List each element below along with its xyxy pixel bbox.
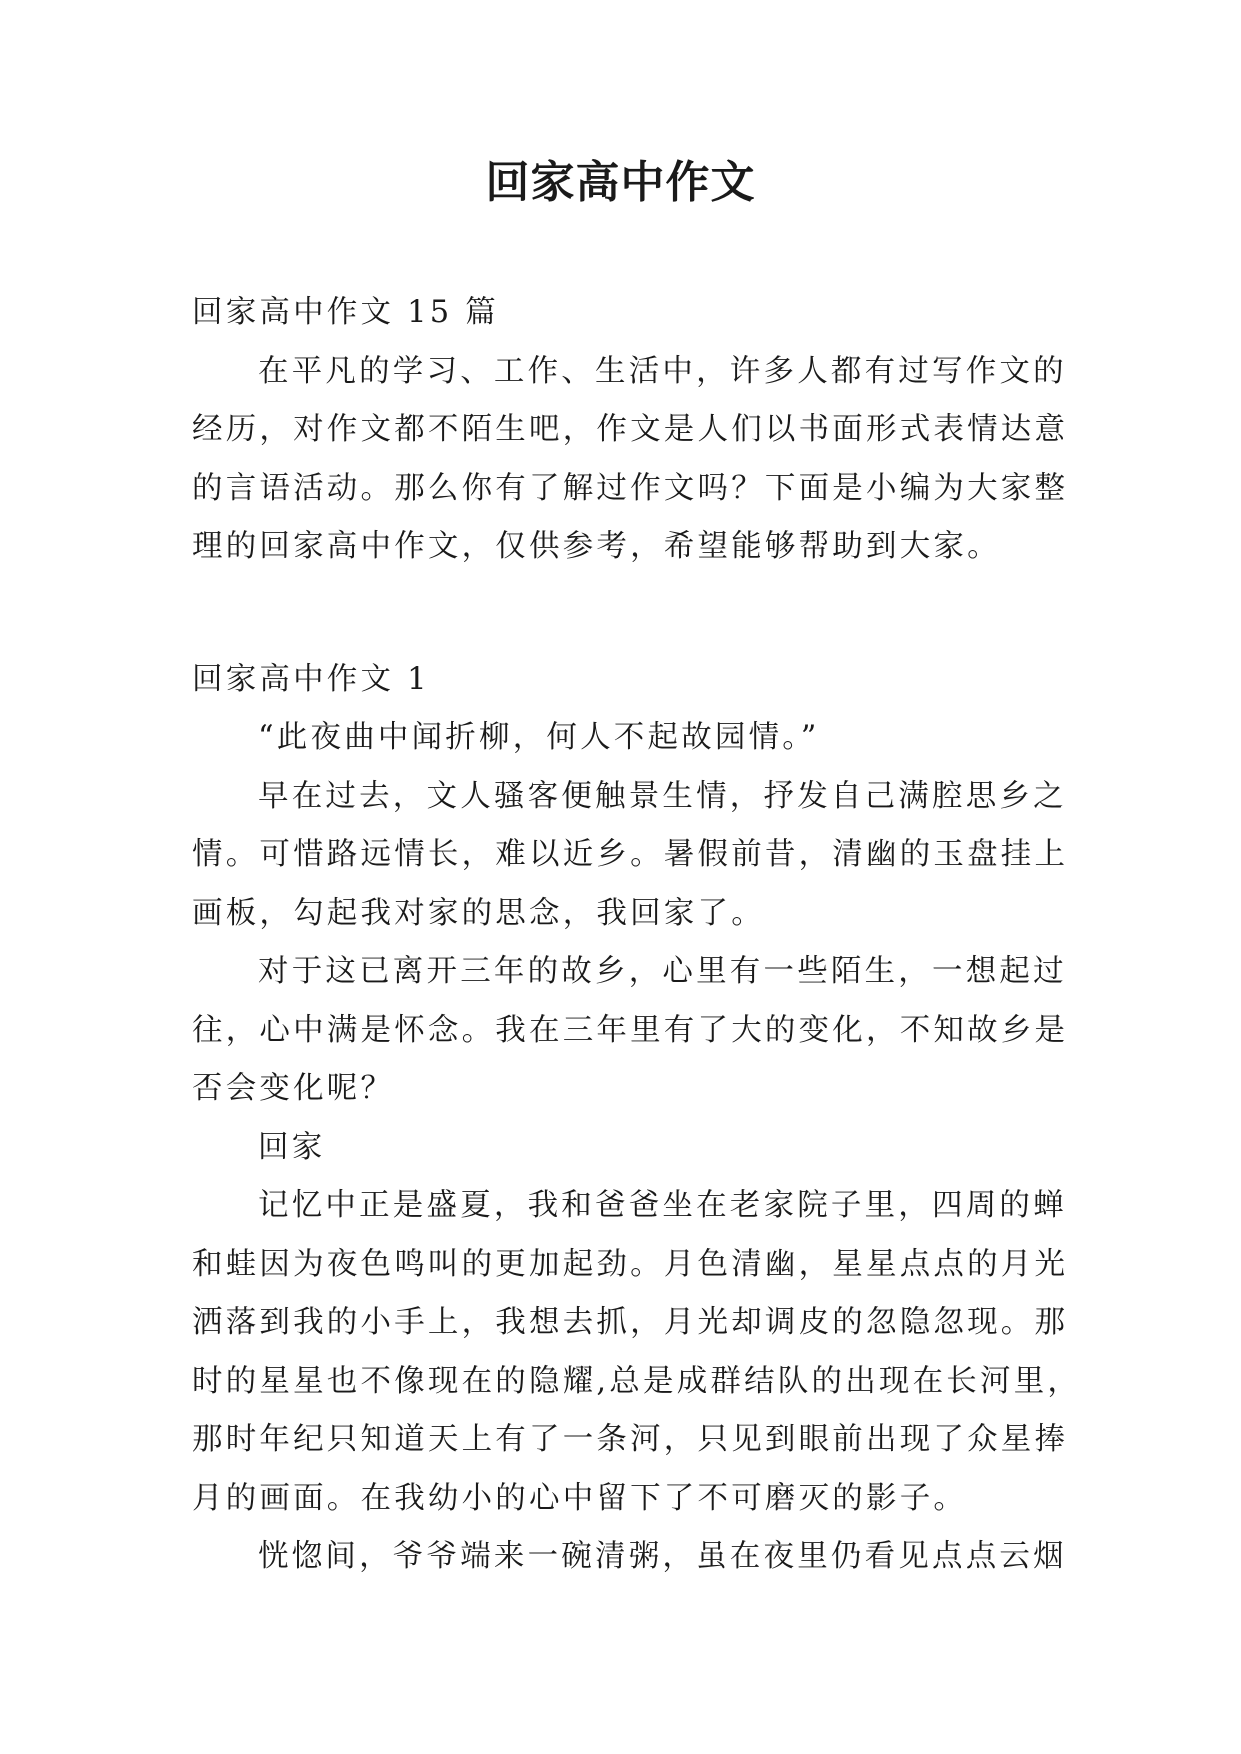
intro-paragraph	[192, 343, 1069, 577]
section-spacer	[192, 577, 1062, 651]
essay-heading: 回家高中作文 1	[192, 661, 430, 697]
intro-line: 经历，对作文都不陌生吧，作文是人们以书面形式表情达意	[192, 412, 1069, 447]
intro-line: 的言语活动。那么你有了解过作文吗？下面是小编为大家整	[192, 470, 1069, 506]
intro-line: 理的回家高中作文，仅供参考，希望能够帮助到大家。	[192, 529, 1001, 564]
essay-line: “此夜曲中闻折柳，何人不起故园情。”	[258, 720, 820, 755]
essay-line: 和蛙因为夜色鸣叫的更加起劲。月色清幽，星星点点的月光	[192, 1246, 1069, 1282]
essay-text	[192, 709, 1082, 1587]
document-body	[192, 284, 1082, 1587]
essay-line: 记忆中正是盛夏，我和爸爸坐在老家院子里，四周的蝉	[258, 1188, 1067, 1223]
series-heading: 回家高中作文 15 篇	[192, 295, 499, 330]
document-title: 回家高中作文	[485, 157, 756, 208]
essay-line: 画板，勾起我对家的思念，我回家了。	[192, 895, 765, 931]
essay-line: 情。可惜路远情长，难以近乡。暑假前昔，清幽的玉盘挂上	[192, 837, 1069, 872]
intro-line: 在平凡的学习、工作、生活中，许多人都有过写作文的	[258, 353, 1067, 389]
essay-line: 时的星星也不像现在的隐耀,总是成群结队的出现在长河里，	[192, 1363, 1082, 1399]
essay-line: 对于这已离开三年的故乡，心里有一些陌生，一想起过	[258, 954, 1067, 989]
essay-line: 洒落到我的小手上，我想去抓，月光却调皮的忽隐忽现。那	[192, 1305, 1069, 1340]
essay-line: 恍惚间，爷爷端来一碗清粥，虽在夜里仍看见点点云烟	[258, 1539, 1067, 1574]
essay-line: 回家	[258, 1129, 326, 1165]
essay-line: 那时年纪只知道天上有了一条河，只见到眼前出现了众星捧	[192, 1422, 1069, 1457]
essay-line: 月的画面。在我幼小的心中留下了不可磨灭的影子。	[192, 1480, 968, 1516]
essay-line: 早在过去，文人骚客便触景生情，抒发自己满腔思乡之	[258, 778, 1067, 814]
essay-line: 往，心中满是怀念。我在三年里有了大的变化，不知故乡是	[192, 1012, 1069, 1048]
essay-line: 否会变化呢？	[192, 1071, 395, 1106]
